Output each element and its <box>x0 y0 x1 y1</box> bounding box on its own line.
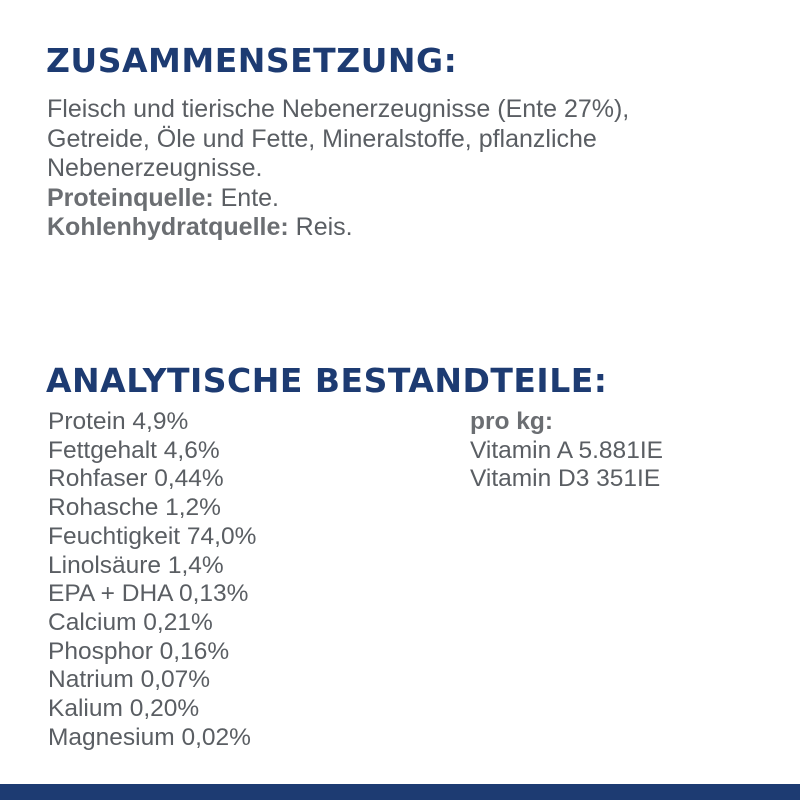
protein-source-label: Proteinquelle: <box>47 183 214 212</box>
composition-line: Getreide, Öle und Fette, Mineralstoffe, pflanzliche <box>47 124 597 153</box>
list-item: Vitamin A 5.881IE <box>470 436 663 464</box>
list-item: Vitamin D3 351IE <box>470 465 661 493</box>
list-item: Feuchtigkeit 74,0% <box>48 522 257 550</box>
protein-source-value: Ente. <box>213 183 280 212</box>
carb-source-value: Reis. <box>288 213 353 241</box>
list-item: Rohasche 1,2% <box>48 494 221 522</box>
list-item: Calcium 0,21% <box>48 608 213 636</box>
list-item: Linolsäure 1,4% <box>48 551 224 579</box>
list-item: Protein 4,9% <box>48 408 189 435</box>
list-item: Natrium 0,07% <box>48 666 211 694</box>
vitamin-list <box>470 408 663 494</box>
list-item: Magnesium 0,02% <box>48 723 251 751</box>
carb-source-label: Kohlenhydratquelle: <box>47 213 289 241</box>
analytics-heading: ANALYTISCHE BESTANDTEILE: <box>46 361 608 400</box>
protein-source <box>47 184 787 214</box>
carb-source <box>47 213 787 243</box>
composition-line: Nebenerzeugnisse. <box>47 154 263 182</box>
composition-text <box>47 95 787 243</box>
per-kg-heading: pro kg: <box>470 408 554 435</box>
list-item: Phosphor 0,16% <box>48 637 230 665</box>
list-item: Fettgehalt 4,6% <box>48 436 220 464</box>
footer-bar <box>0 784 800 800</box>
list-item: EPA + DHA 0,13% <box>48 580 249 608</box>
list-item: Rohfaser 0,44% <box>48 465 224 493</box>
composition-line: Fleisch und tierische Nebenerzeugnisse (Ente 27%), <box>47 95 630 123</box>
composition-heading: ZUSAMMENSETZUNG: <box>46 41 458 80</box>
analytics-list <box>48 408 256 752</box>
list-item: Kalium 0,20% <box>48 695 200 723</box>
